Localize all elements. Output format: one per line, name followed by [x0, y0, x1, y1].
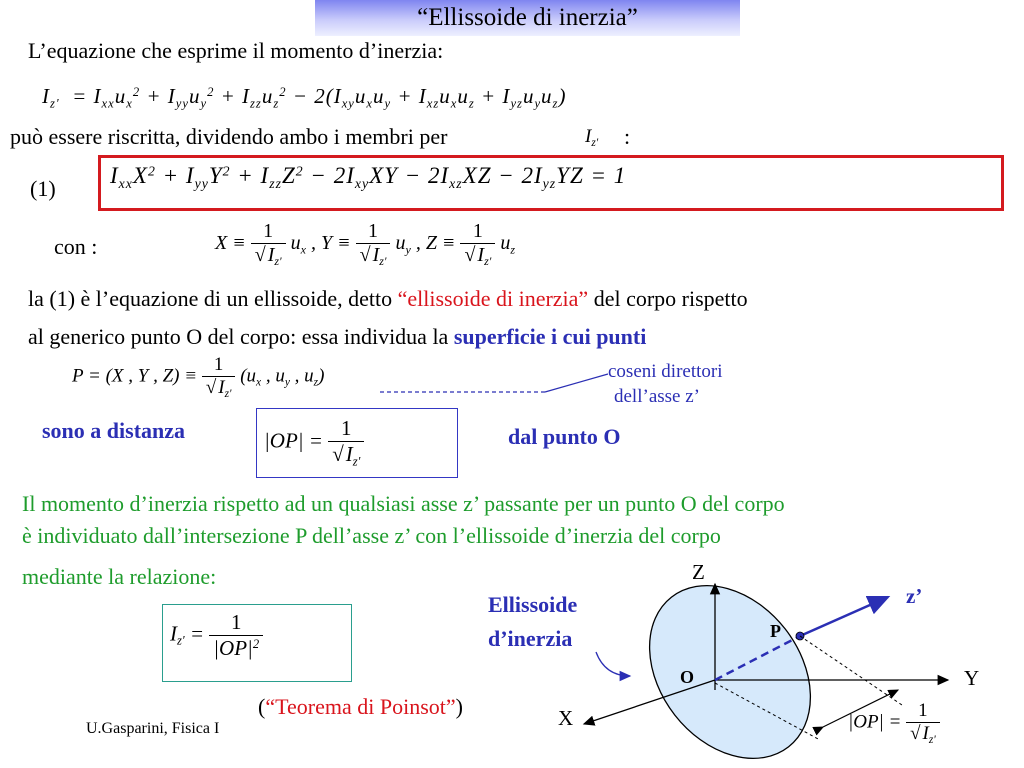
ellipsoid-line-2: al generico punto O del corpo: essa individua la superficie i cui punti — [28, 324, 647, 349]
coseni-line-2: dell’asse z’ — [614, 386, 700, 407]
main-equation: $I_{z'} = I_{xx}u_x^2 + I_{yy}u_y^2 + I_{zz}u_z^2 - 2(I_{xy}u_xu_y + I_{xz}u_xu_z + I_{yz}u_yu_z)$ — [42, 84, 567, 111]
rewrite-colon: : — [624, 124, 631, 149]
con-label: con : — [54, 234, 98, 259]
slide-title: “Ellissoide di inerzia” — [315, 0, 740, 36]
sono-a-distanza: sono a distanza — [42, 418, 186, 443]
axis-x-label: X — [558, 706, 574, 730]
footer-text: U.Gasparini, Fisica I — [86, 720, 220, 737]
point-p-label: P — [770, 621, 781, 641]
rewrite-text: può essere riscritta, dividendo ambo i membri per — [10, 124, 448, 149]
xyz-definitions: X ≡ $\frac{1}{√ I_{z'}}$ $u_x$ , Y ≡ $\frac{1}{√ I_{z'}}$ $u_y$ , Z ≡ $\frac{1}{√ I_{z'}}$ $u_z$ — [215, 220, 516, 269]
dal-punto-o: dal punto O — [508, 424, 621, 449]
green-line-3: mediante la relazione: — [22, 564, 217, 589]
poinsot-equation: $I_{z'}$ = $\frac{1}{|OP|^2}$ — [170, 610, 263, 661]
rewrite-divisor: $I_{z'}$ — [585, 126, 599, 149]
axis-z-prime-label: z’ — [906, 584, 923, 608]
eq1-equation: $I_{xx}X^2 + I_{yy}Y^2 + I_{zz}Z^2 - 2I_{xy}XY - 2I_{xz}XZ - 2I_{yz}YZ = 1$ — [110, 163, 627, 191]
green-line-1: Il momento d’inerzia rispetto ad un qualsiasi asse z’ passante per un punto O del corpo — [22, 491, 785, 516]
p-equation: P = (X , Y , Z) ≡ $\frac{1}{√ I_{z'}}$ ($u_x$ , $u_y$ , $u_z$) — [72, 354, 325, 400]
axis-z-prime — [800, 597, 888, 636]
diagram-op-equation: |OP| = $\frac{1}{√ I_{z'}}$ — [848, 700, 940, 746]
op-equation: |OP| = $\frac{1}{√I_{z'}}$ — [264, 416, 364, 469]
green-line-2: è individuato dall’intersezione P dell’asse z’ con l’ellissoide d’inerzia del corpo — [22, 523, 721, 548]
diagram-label-ellissoide-1: Ellissoide — [488, 592, 578, 617]
axis-y-label: Y — [964, 666, 980, 690]
point-o-label: O — [680, 667, 695, 687]
ellipsoid-line-1: la (1) è l’equazione di un ellissoide, detto “ellissoide di inerzia” del corpo rispetto — [28, 286, 748, 311]
diagram-label-ellissoide-2: d’inerzia — [488, 626, 573, 651]
ellipsoid-shape — [616, 554, 843, 768]
poinsot-caption: (“Teorema di Poinsot”) — [258, 694, 463, 719]
axis-z-label: Z — [692, 560, 705, 584]
eq1-label: (1) — [30, 176, 56, 201]
intro-text: L’equazione che esprime il momento d’inerzia: — [28, 38, 444, 63]
coseni-line-1: coseni direttori — [608, 361, 723, 382]
